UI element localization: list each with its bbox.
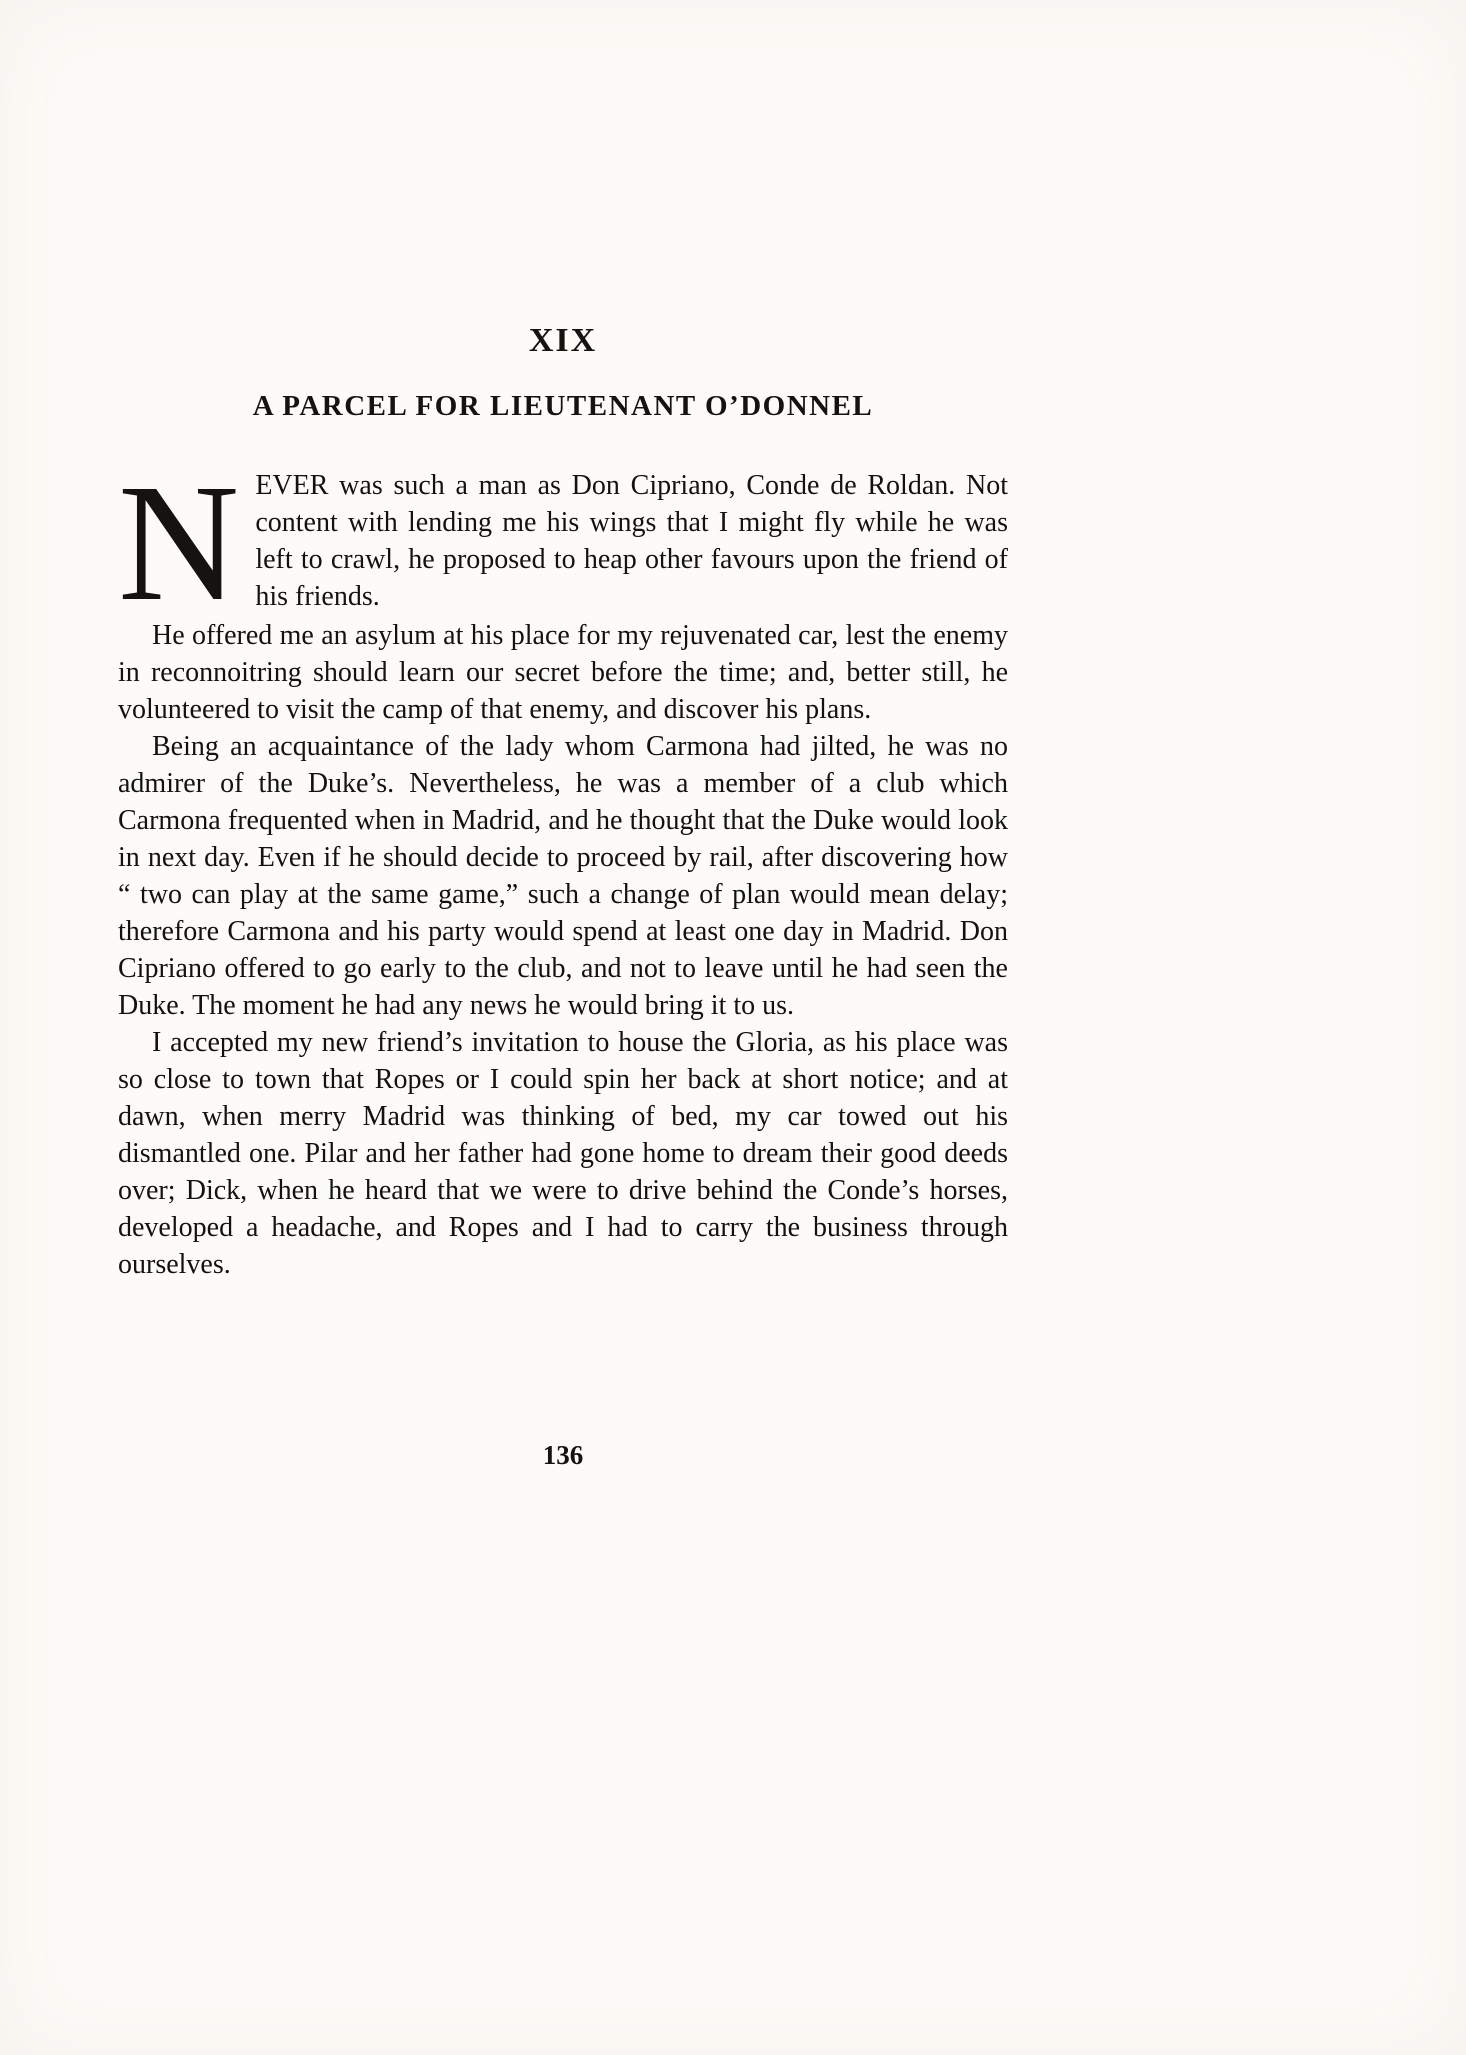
page-number: 136 [542, 1440, 584, 1470]
text-block [118, 322, 1008, 1283]
chapter-title: A PARCEL FOR LIEUTENANT O’DONNEL [252, 390, 874, 422]
opening-paragraph [118, 450, 1008, 636]
opening-paragraph-text: EVER was such a man as Don Cipriano, Conde de Roldan. Not content with lending me his wings that I might fly while he was left to crawl, he proposed to heap other favours upon the friend of his friends. [255, 470, 1008, 612]
chapter-number: XIX [528, 322, 598, 359]
paragraph: Being an acquaintance of the lady whom Carmona had jilted, he was no admirer of the Duke’s. Nevertheless, he was a member of a club which Carmona frequented when in Madrid, and he thought that the Duke would look in next day. Even if he should decide to proceed by rail, after discovering how “ two can play at the same game,” such a change of plan would mean delay; therefore Carmona and his party would spend at least one day in Madrid. Don Cipriano offered to go early to the club, and not to leave until he had seen the Duke. The moment he had any news he would bring it to us. [118, 731, 1008, 1021]
paragraph: I accepted my new friend’s invitation to house the Gloria, as his place was so close to town that Ropes or I could spin her back at short notice; and at dawn, when merry Madrid was thinking of bed, my car towed out his dismantled one. Pilar and her father had gone home to dream their good deeds over; Dick, when he heard that we were to drive behind the Conde’s horses, developed a headache, and Ropes and I had to carry the business through ourselves. [118, 1027, 1008, 1280]
drop-cap-letter: N [118, 450, 240, 636]
paragraph: He offered me an asylum at his place for my rejuvenated car, lest the enemy in reconnoitring should learn our secret before the time; and, better still, he volunteered to visit the camp of that enemy, and discover his plans. [118, 620, 1008, 725]
